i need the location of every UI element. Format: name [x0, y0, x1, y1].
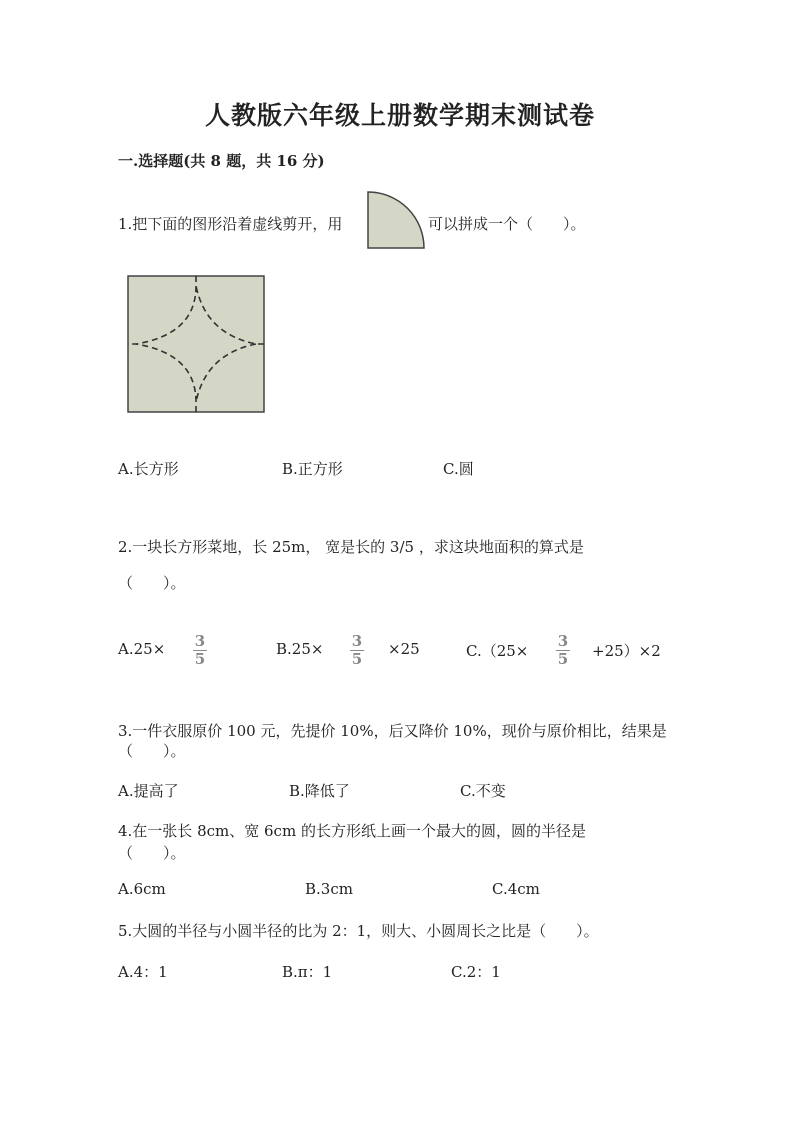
q5-option-b: B.π：1 — [282, 963, 333, 981]
q2-option-a: A.25× — [118, 640, 166, 658]
q2-option-c-fraction — [553, 634, 573, 667]
q5-option-a: A.4：1 — [118, 963, 168, 981]
q2-line2: （ ）。 — [118, 574, 186, 592]
q1-option-b: B.正方形 — [282, 460, 343, 478]
q2-option-b-fraction — [347, 634, 367, 667]
fraction-denominator: 5 — [557, 650, 569, 668]
q2-option-b-suffix: ×25 — [388, 640, 420, 658]
q4-line2: （ ）。 — [118, 844, 186, 862]
q1-text-before: 1.把下面的图形沿着虚线剪开，用 — [118, 215, 343, 233]
q3-option-a: A.提高了 — [118, 782, 179, 800]
q4-option-a: A.6cm — [118, 880, 166, 898]
q1-option-c: C.圆 — [443, 460, 474, 478]
q5-line1: 5.大圆的半径与小圆半径的比为 2：1，则大、小圆周长之比是（ ）。 — [118, 922, 599, 940]
fraction-numerator: 3 — [557, 632, 569, 650]
q4-line1: 4.在一张长 8cm、宽 6cm 的长方形纸上画一个最大的圆，圆的半径是 — [118, 822, 586, 840]
q2-option-c: C.（25× — [466, 642, 529, 660]
q2-line1: 2.一块长方形菜地，长 25m， 宽是长的 3/5 ，求这块地面积的算式是 — [118, 538, 584, 556]
q5-option-c: C.2：1 — [451, 963, 501, 981]
q2-option-c-suffix: +25）×2 — [592, 642, 661, 660]
q3-line2: （ ）。 — [118, 742, 186, 760]
q1-option-a: A.长方形 — [118, 460, 179, 478]
dashed-square-figure — [126, 274, 266, 414]
q3-option-b: B.降低了 — [289, 782, 350, 800]
page-title: 人教版六年级上册数学期末测试卷 — [204, 101, 595, 130]
fraction-denominator: 5 — [194, 650, 206, 668]
section-heading: 一.选择题(共 8 题，共 16 分) — [118, 152, 325, 170]
q1-text-after: 可以拼成一个（ ）。 — [428, 215, 586, 233]
fraction-numerator: 3 — [194, 632, 206, 650]
q4-option-c: C.4cm — [492, 880, 540, 898]
fraction-numerator: 3 — [351, 632, 363, 650]
q3-option-c: C.不变 — [460, 782, 506, 800]
q2-option-a-fraction — [190, 634, 210, 667]
quarter-circle-figure — [366, 190, 428, 250]
q4-option-b: B.3cm — [305, 880, 353, 898]
q2-option-b: B.25× — [276, 640, 324, 658]
fraction-denominator: 5 — [351, 650, 363, 668]
q3-line1: 3.一件衣服原价 100 元，先提价 10%，后又降价 10%，现价与原价相比，结果是 — [118, 722, 667, 740]
